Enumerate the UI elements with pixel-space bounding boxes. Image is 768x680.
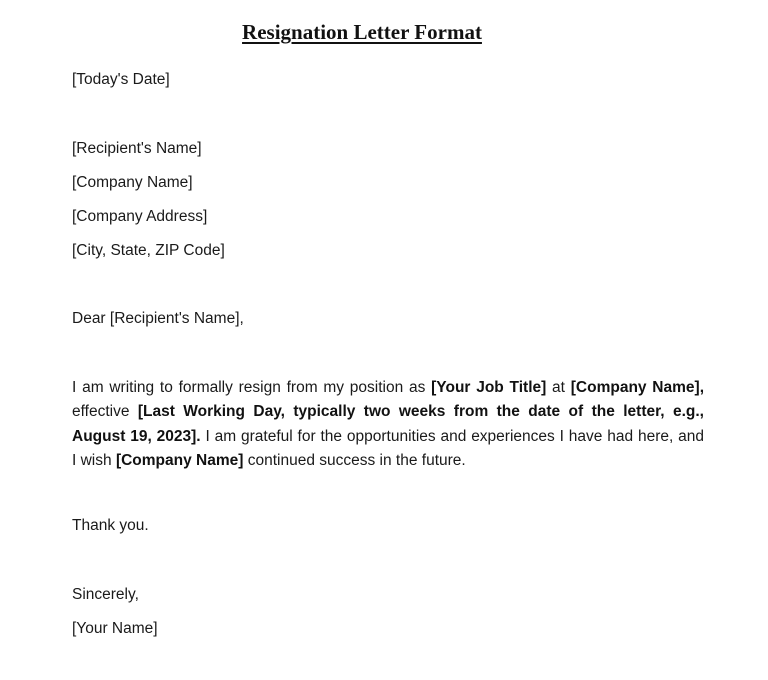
recipient-city-state-zip: [City, State, ZIP Code] <box>72 242 225 259</box>
last-working-day-placeholder: [Last Working Day, typically two weeks from the date of the letter, e.g., August 19, 2023]. <box>72 403 704 445</box>
body-text: I am grateful for the opportunities and experiences I have had here, and I wish <box>72 427 704 469</box>
recipient-address: [Company Address] <box>72 208 208 225</box>
signature-placeholder: [Your Name] <box>72 620 158 637</box>
company-name-placeholder: [Company Name], <box>570 379 704 396</box>
salutation: Dear [Recipient's Name], <box>72 310 244 327</box>
recipient-name: [Recipient's Name] <box>72 140 202 157</box>
body-paragraph <box>72 376 704 473</box>
closing-line: Sincerely, <box>72 586 139 603</box>
body-text: continued success in the future. <box>243 451 466 469</box>
body-text: at <box>546 379 571 396</box>
recipient-company: [Company Name] <box>72 174 193 191</box>
body-text: effective <box>72 403 138 421</box>
document-title: Resignation Letter Format <box>242 20 482 44</box>
company-name-placeholder: [Company Name] <box>115 451 244 469</box>
job-title-placeholder: [Your Job Title] <box>431 379 547 396</box>
date-placeholder: [Today's Date] <box>72 71 170 88</box>
thanks-line: Thank you. <box>72 517 149 534</box>
body-text: I am writing to formally resign from my position as <box>72 379 432 396</box>
